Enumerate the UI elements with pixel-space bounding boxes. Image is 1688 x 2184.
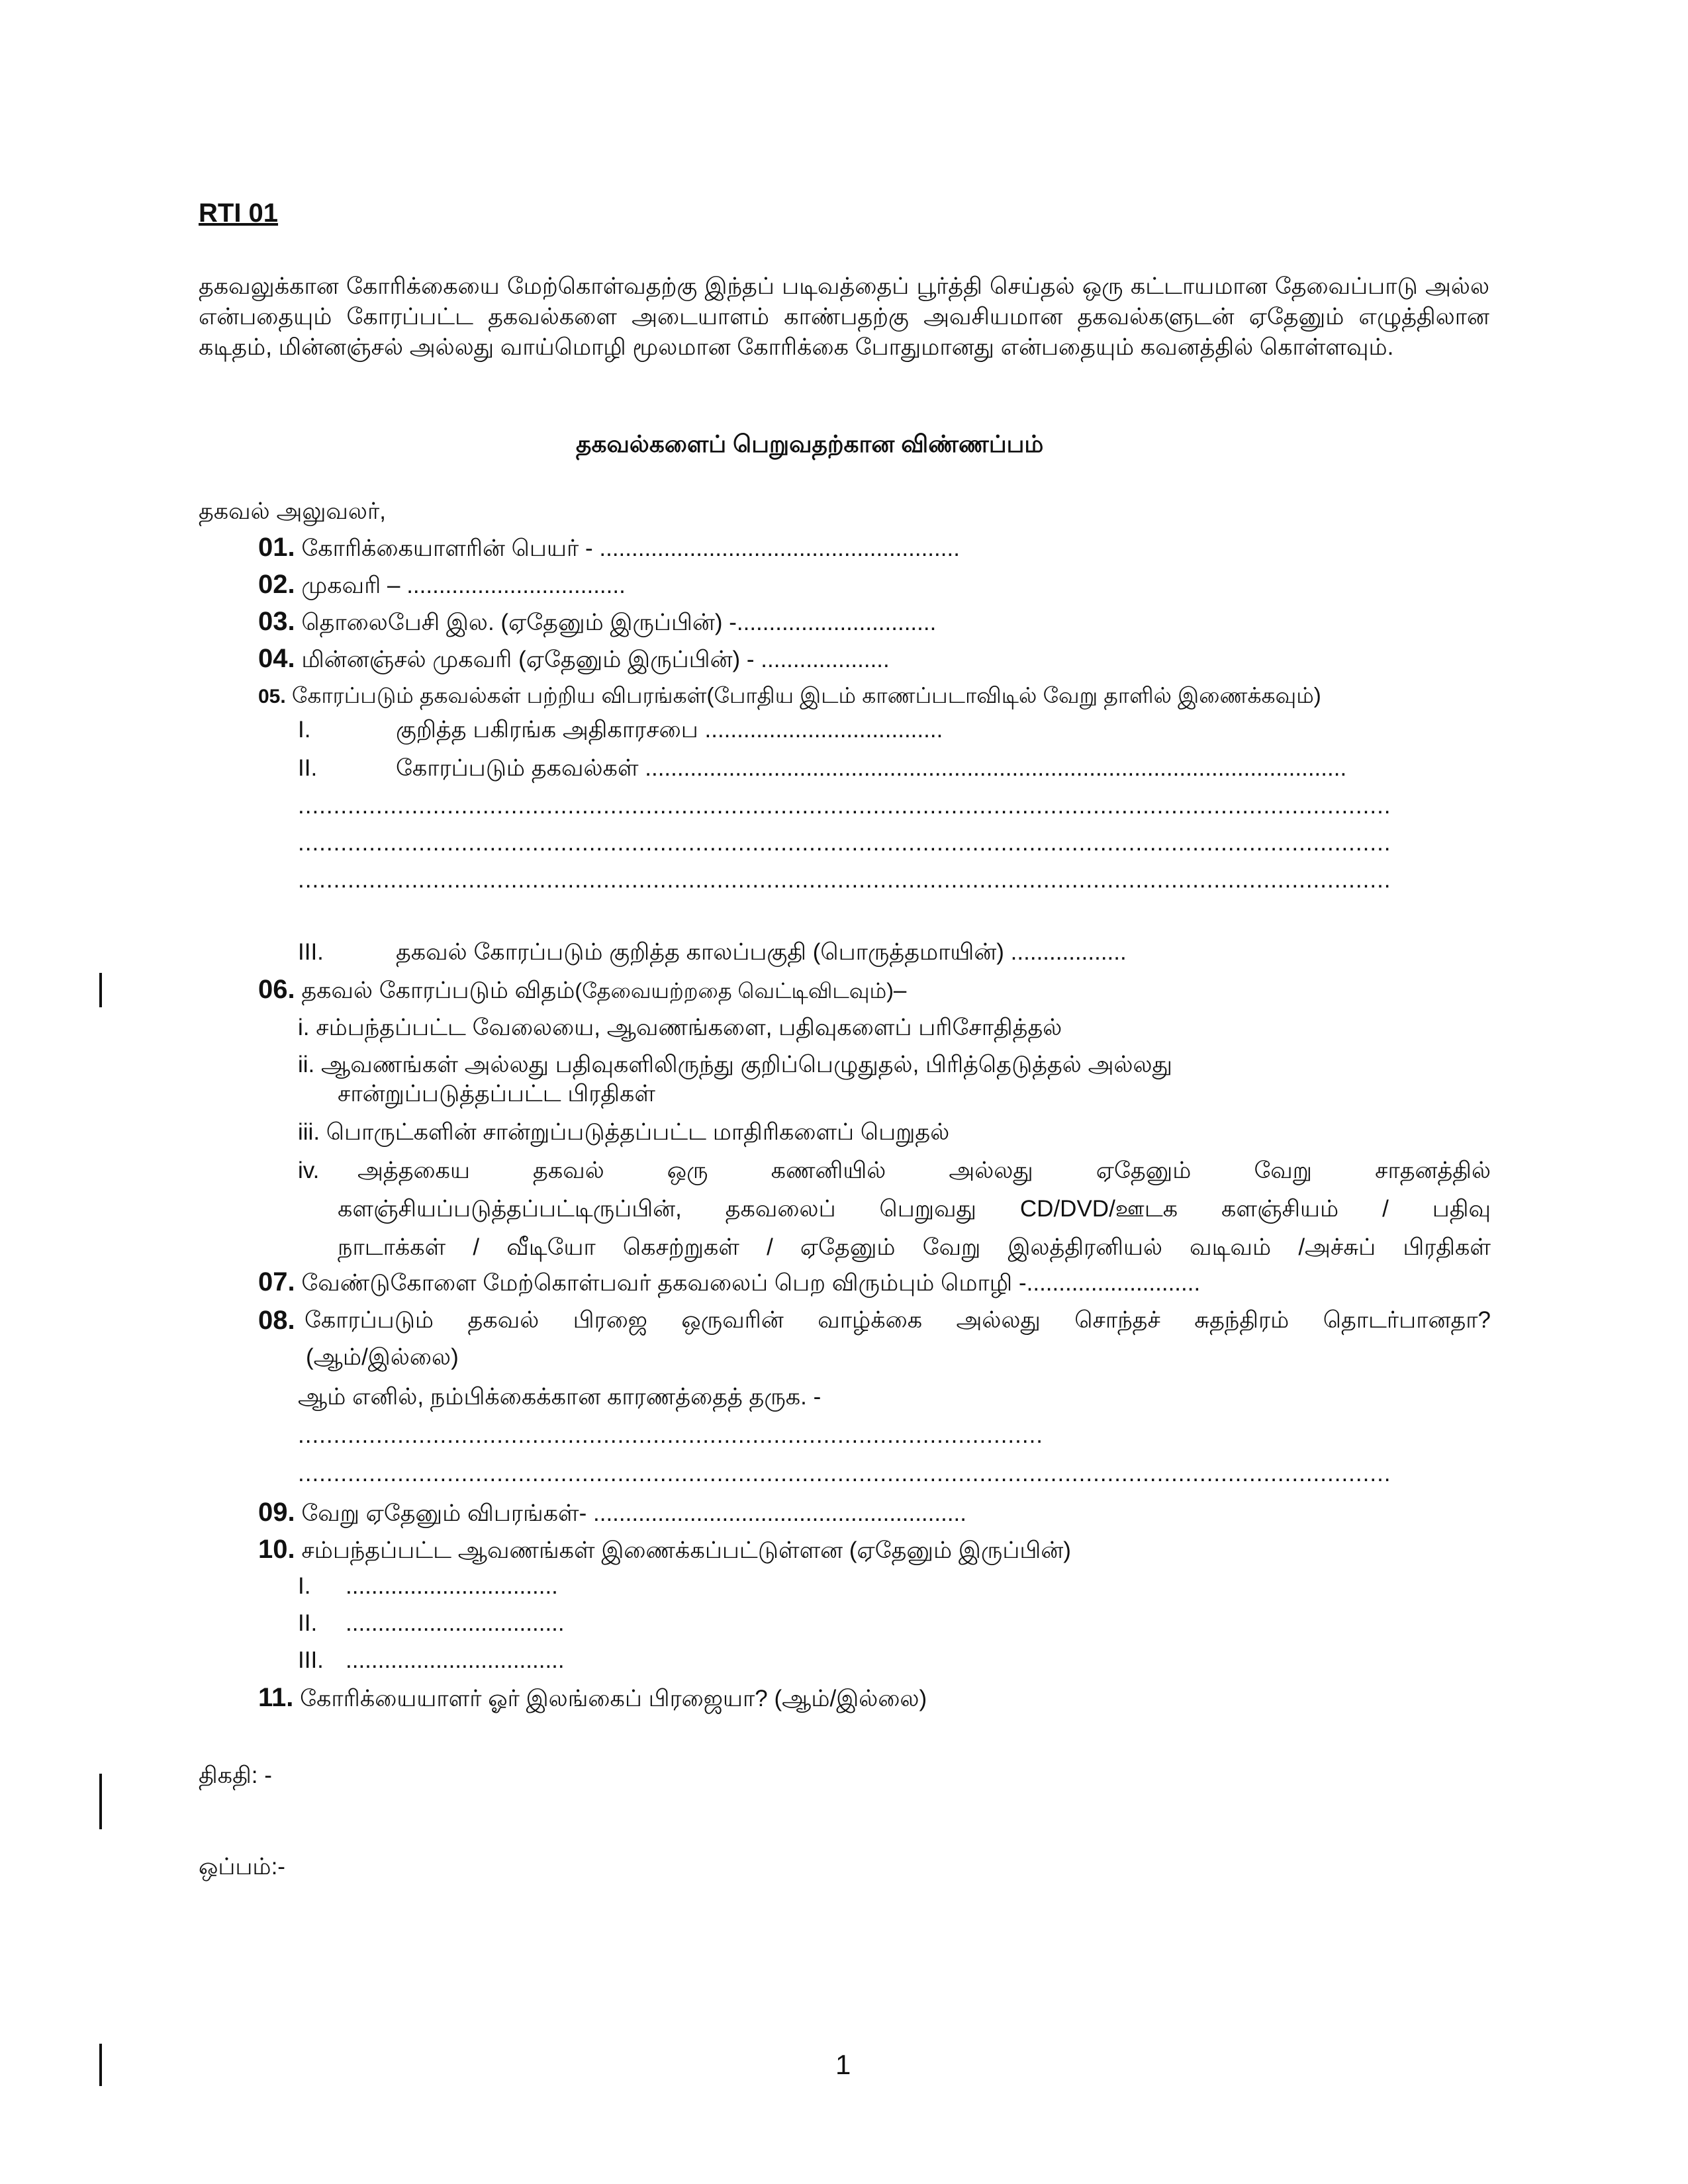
question-06-option-i: i. சம்பந்தப்பட்ட வேலையை, ஆவணங்களை, பதிவுகளைப் பரிசோதித்தல் (298, 1015, 1062, 1040)
page-number: 1 (835, 2049, 851, 2080)
sub-text: தகவல் கோரப்படும் குறித்த காலப்பகுதி (பொருத்தமாயின்) .................. (396, 939, 1127, 965)
attachment-item (298, 1572, 558, 1600)
sub-number: III. (298, 939, 324, 965)
attachment-number: I. (298, 1573, 311, 1599)
document-code: RTI 01 (199, 199, 279, 228)
question-number: 04. (258, 644, 295, 673)
question-text: சம்பந்தப்பட்ட ஆவணங்கள் இணைக்கப்பட்டுள்ளன (ஏதேனும் இருப்பின்) (301, 1537, 1071, 1563)
question-text: கோரப்படும் தகவல்கள் பற்றிய விபரங்கள்(போதிய இடம் காணப்படாவிடில் வேறு தாளில் இணைக்கவும்) (291, 683, 1321, 707)
question-text: கோரிக்யையாளர் ஓர் இலங்கைப் பிரஜையா? (ஆம்/இல்லை) (300, 1686, 927, 1711)
attachment-item (298, 1647, 565, 1674)
question-06 (258, 976, 906, 1005)
question-number: 09. (258, 1498, 295, 1527)
signature-label: ஒப்பம்:- (199, 1854, 285, 1880)
question-06-option-iii: iii. பொருட்களின் சான்றுப்படுத்தப்பட்ட மாதிரிகளைப் பெறுதல் (298, 1119, 950, 1145)
question-number: 11. (258, 1683, 294, 1712)
question-number: 03. (258, 607, 295, 636)
question-number: 06. (258, 975, 295, 1004)
attachment-text: .................................. (346, 1647, 565, 1673)
question-08-line1: கோரப்படும் தகவல் பிரஜை ஒருவரின் வாழ்க்கை அல்லது சொந்தச் சுதந்திரம் தொடர்பானதா? (305, 1307, 1491, 1333)
question-text: தொலைபேசி இல. (ஏதேனும் இருப்பின்) -............................... (301, 610, 937, 635)
question-06-option-iv-line2: களஞ்சியப்படுத்தப்பட்டிருப்பின், தகவலைப் பெறுவது CD/DVD/ஊடக களஞ்சியம் / பதிவு (338, 1196, 1491, 1222)
question-number: 02. (258, 570, 295, 599)
sub-text: கோரப்படும் தகவல்கள் ............................................................................................................. (396, 755, 1347, 781)
question-text: மின்னஞ்சல் முகவரி (ஏதேனும் இருப்பின்) - .................... (301, 647, 890, 672)
question-06-option-iv-line1: அத்தகைய தகவல் ஒரு கணனியில் அல்லது ஏதேனும் வேறு சாதனத்தில் (357, 1158, 1491, 1183)
attachment-number: II. (298, 1610, 318, 1636)
question-05 (258, 682, 1321, 711)
question-05-sub-i (298, 716, 943, 744)
question-05-sub-iii (298, 938, 1127, 966)
question-number: 10. (258, 1535, 295, 1564)
question-10 (258, 1535, 1071, 1565)
question-02 (258, 570, 626, 600)
question-text: கோரிக்கையாளரின் பெயர் - ........................................................ (301, 535, 960, 561)
question-number: 01. (258, 533, 295, 562)
addressee: தகவல் அலுவலர், (199, 498, 386, 524)
question-11 (258, 1684, 927, 1713)
question-text: முகவரி – .................................. (301, 572, 626, 598)
question-07 (258, 1268, 1200, 1297)
sub-number: II. (298, 755, 318, 781)
question-06-option-ii: ii. ஆவணங்கள் அல்லது பதிவுகளிலிருந்து குறிப்பெழுதுதல், பிரித்தெடுத்தல் அல்லது (298, 1052, 1172, 1077)
question-number: 05. (258, 686, 286, 707)
dotted-line: ......................................................................................................... (298, 1422, 1044, 1448)
attachment-item (298, 1610, 565, 1637)
question-01 (258, 533, 960, 563)
attachment-text: .................................. (346, 1610, 565, 1636)
question-05-sub-ii (298, 754, 1346, 782)
question-dash: – (893, 978, 907, 1003)
sub-text: குறித்த பகிரங்க அதிகாரசபை ..................................... (396, 717, 943, 743)
revision-bar (99, 973, 102, 1007)
revision-bar (99, 1774, 102, 1829)
question-08-line2: (ஆம்/இல்லை) (306, 1344, 459, 1370)
question-note: (தேவையற்றதை வெட்டிவிடவும்) (575, 979, 894, 1003)
intro-paragraph: தகவலுக்கான கோரிக்கையை மேற்கொள்வதற்கு இந்தப் படிவத்தைப் பூர்த்தி செய்தல் ஒரு கட்டாயமான தேவைப்பாடு அல்ல என்பதையும் கோரப்பட்ட தகவல்களை அடையாளம் காண்பதற்கு அவசியமான தகவல்களுடன் ஏதேனும் எழுத்திலான கடிதம், மின்னஞ்சல் அல்லது வாய்மொழி மூலமான கோரிக்கை போதுமானது என்பதையும் கவனத்தில் கொள்ளவும். (199, 273, 1489, 360)
dotted-line: .......................................................................................................................................................... (298, 867, 1391, 893)
question-text: வேறு ஏதேனும் விபரங்கள்- .......................................................... (301, 1500, 967, 1526)
attachment-text: ................................. (346, 1573, 558, 1599)
question-03 (258, 608, 936, 637)
question-06-option-iv-number: iv. (298, 1158, 320, 1183)
attachment-number: III. (298, 1647, 324, 1673)
question-06-option-iv-line3: நாடாக்கள் / வீடியோ கெசற்றுகள் / ஏதேனும் வேறு இலத்திரனியல் வடிவம் /அச்சுப் பிரதிகள் (338, 1234, 1491, 1260)
dotted-line: .......................................................................................................................................................... (298, 830, 1391, 856)
date-label: திகதி: - (199, 1762, 272, 1788)
question-text: வேண்டுகோளை மேற்கொள்பவர் தகவலைப் பெற விரும்பும் மொழி -........................... (301, 1270, 1201, 1296)
question-number: 08. (258, 1306, 295, 1335)
question-number: 07. (258, 1267, 295, 1297)
question-08-followup: ஆம் எனில், நம்பிக்கைக்கான காரணத்தைத் தருக. - (298, 1384, 821, 1410)
question-09 (258, 1498, 966, 1527)
dotted-line: .......................................................................................................................................................... (298, 1461, 1391, 1486)
sub-number: I. (298, 717, 311, 743)
revision-bar (99, 2044, 102, 2086)
question-04 (258, 645, 890, 674)
form-heading: தகவல்களைப் பெறுவதற்கான விண்ணப்பம் (576, 430, 1044, 457)
question-06-option-ii-cont: சான்றுப்படுத்தப்பட்ட பிரதிகள் (338, 1081, 655, 1107)
question-text: தகவல் கோரப்படும் விதம் (301, 978, 575, 1003)
dotted-line: .......................................................................................................................................................... (298, 793, 1391, 819)
